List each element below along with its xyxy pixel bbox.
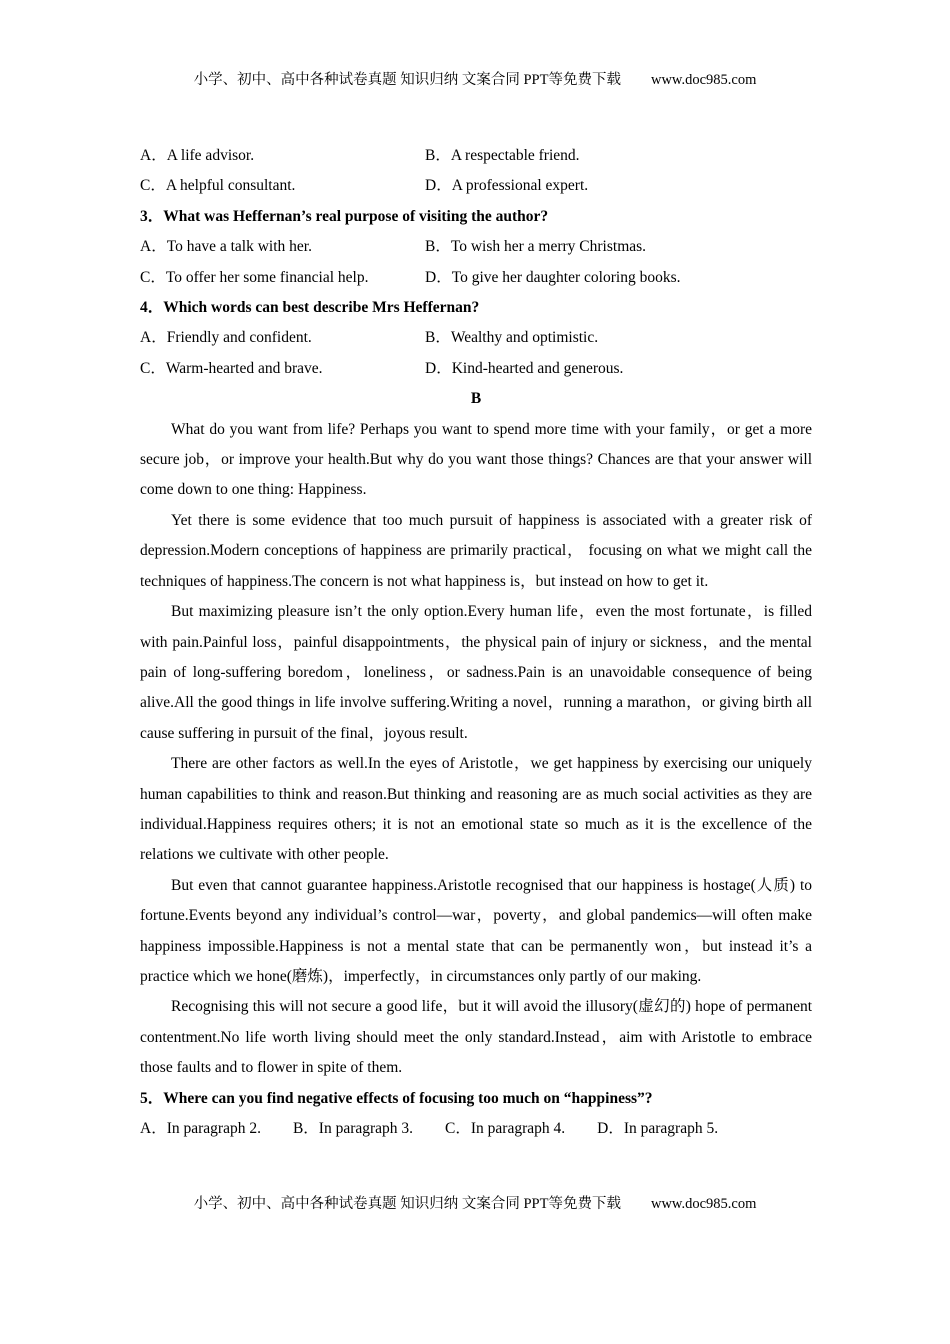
footer-url: www.doc985.com	[650, 1196, 757, 1212]
question-4-stem: 4．Which words can best describe Mrs Heffernan?	[140, 299, 480, 317]
question-4-option-row-2	[140, 354, 812, 384]
document-content	[140, 141, 812, 1144]
question-4-option-row-1	[140, 323, 812, 353]
option-b: B．A respectable friend.	[425, 147, 580, 164]
question-5-option-row	[140, 1114, 812, 1144]
page-header	[0, 68, 950, 89]
passage-paragraph-3: But maximizing pleasure isn’t the only option.Every human life，even the most fortunate，is filled with pain.Painful loss，painful disappointments，the physical pain of injury or sickness，and the mental pain of long-suffering boredom，loneliness，or sadness.Pain is an unavoidable consequence of being alive.All the good things in life involve suffering.Writing a novel，running a marathon，or giving birth all cause suffering in pursuit of the final，joyous result.	[140, 603, 812, 742]
header-url: www.doc985.com	[650, 72, 757, 88]
option-a: A．In paragraph 2.	[140, 1120, 261, 1137]
option-c: C．A helpful consultant.	[140, 177, 296, 195]
option-b: B．In paragraph 3.	[292, 1120, 414, 1137]
question-5-stem: 5．Where can you find negative effects of focusing too much on “happiness”?	[140, 1089, 653, 1107]
question-3-option-row-1	[140, 232, 812, 262]
question-2-option-row-1	[140, 141, 812, 171]
option-a: A．A life advisor.	[140, 147, 255, 164]
passage-paragraph-4: There are other factors as well.In the eyes of Aristotle，we get happiness by exercising our uniquely human capabilities to think and reason.But thinking and reasoning are as much social activities as they are individual.Happiness requires others; it is not an emotional state so much as it is the excellence of the relations we cultivate with other people.	[140, 755, 812, 864]
question-3-option-row-2	[140, 263, 812, 293]
option-c: C．To offer her some financial help.	[140, 268, 369, 286]
option-b: B．To wish her a merry Christmas.	[425, 238, 647, 256]
option-c: C．Warm-hearted and brave.	[140, 359, 323, 377]
option-d: D．Kind-hearted and generous.	[425, 359, 624, 377]
passage-paragraph-2: Yet there is some evidence that too much pursuit of happiness is associated with a greater risk of depression.Modern conceptions of happiness are primarily practical， focusing on what we might call the techniques of happiness.The concern is not what happiness is，but instead on how to get it.	[140, 511, 812, 590]
option-d: D．In paragraph 5.	[597, 1120, 719, 1137]
option-a: A．Friendly and confident.	[140, 329, 312, 347]
footer-text: 小学、初中、高中各种试卷真题 知识归纳 文案合同 PPT等免费下载	[193, 1196, 621, 1212]
option-b: B．Wealthy and optimistic.	[425, 329, 599, 347]
header-text: 小学、初中、高中各种试卷真题 知识归纳 文案合同 PPT等免费下载	[193, 72, 621, 88]
question-3-stem: 3．What was Heffernan’s real purpose of visiting the author?	[140, 207, 549, 225]
passage-paragraph-6: Recognising this will not secure a good life，but it will avoid the illusory(虚幻的) hope of permanent contentment.No life worth living should meet the only standard.Instead，aim with Aristotle to embrace those faults and to flower in spite of them.	[140, 998, 812, 1077]
passage-paragraph-1: What do you want from life? Perhaps you want to spend more time with your family，or get a more secure job，or improve your health.But why do you want those things? Chances are that your answer will come down to one thing: Happiness.	[140, 420, 812, 499]
option-d: D．To give her daughter coloring books.	[425, 268, 681, 286]
passage-section-label: B	[470, 390, 482, 408]
option-a: A．To have a talk with her.	[140, 238, 312, 256]
passage-paragraph-5: But even that cannot guarantee happiness.Aristotle recognised that our happiness is hostage(人质) to fortune.Events beyond any individual’s control—war，poverty，and global pandemics—will often make happiness impossible.Happiness is not a mental state that can be permanently won，but instead it’s a practice which we hone(磨炼)，imperfectly，in circumstances only partly of our making.	[140, 876, 812, 985]
question-2-option-row-2	[140, 171, 812, 201]
option-c: C．In paragraph 4.	[445, 1120, 566, 1137]
page-footer	[0, 1192, 950, 1213]
option-d: D．A professional expert.	[425, 177, 589, 195]
